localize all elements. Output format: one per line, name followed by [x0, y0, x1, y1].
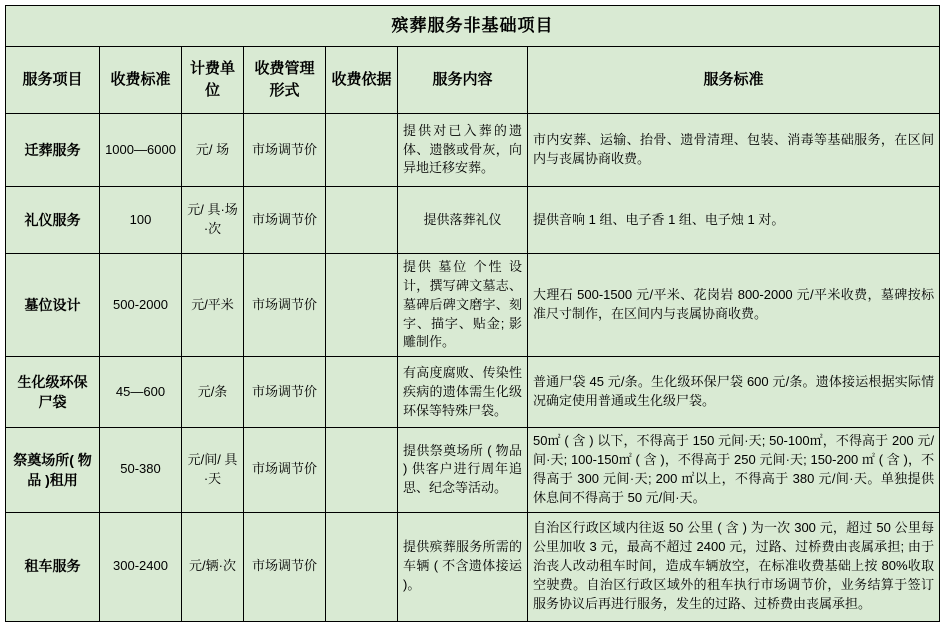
- cell-content: 有高度腐败、传染性疾病的遗体需生化级环保等特殊尸袋。: [398, 357, 528, 428]
- cell-standard: 大理石 500-1500 元/平米、花岗岩 800-2000 元/平米收费，墓碑按标准尺寸制作，在区间内与丧属协商收费。: [528, 254, 940, 357]
- cell-content: 提供殡葬服务所需的车辆 ( 不含遗体接运 )。: [398, 512, 528, 621]
- cell-content: 提供祭奠场所 ( 物品 ) 供客户进行周年追思、纪念等活动。: [398, 428, 528, 512]
- cell-price: 50-380: [100, 428, 182, 512]
- cell-price: 100: [100, 187, 182, 254]
- cell-standard: 普通尸袋 45 元/条。生化级环保尸袋 600 元/条。遗体接运根据实际情况确定使用普通或生化级尸袋。: [528, 357, 940, 428]
- cell-unit: 元/间/ 具·天: [182, 428, 244, 512]
- cell-basis: [326, 254, 398, 357]
- cell-service-item: 礼仪服务: [6, 187, 100, 254]
- cell-basis: [326, 428, 398, 512]
- column-header-service-item: 服务项目: [6, 47, 100, 114]
- cell-standard: 50㎡ ( 含 ) 以下，不得高于 150 元间·天; 50-100㎡，不得高于 200 元/间·天; 100-150㎡ ( 含 )，不得高于 250 元间·天; 150-200 ㎡ ( 含 )，不得高于 300 元间·天; 200 ㎡以上，不得高于 380 元/间·天。单独提供休息间不得高于 50 元/间·天。: [528, 428, 940, 512]
- cell-unit: 元/ 场: [182, 114, 244, 187]
- cell-price: 1000—6000: [100, 114, 182, 187]
- cell-standard: 提供音响 1 组、电子香 1 组、电子烛 1 对。: [528, 187, 940, 254]
- cell-service-item: 墓位设计: [6, 254, 100, 357]
- cell-unit: 元/平米: [182, 254, 244, 357]
- cell-unit: 元/辆·次: [182, 512, 244, 621]
- document-sheet: [0, 5, 944, 622]
- table-row: [6, 254, 940, 357]
- cell-management-form: 市场调节价: [244, 114, 326, 187]
- cell-basis: [326, 187, 398, 254]
- cell-management-form: 市场调节价: [244, 357, 326, 428]
- cell-unit: 元/条: [182, 357, 244, 428]
- cell-basis: [326, 114, 398, 187]
- table-row: [6, 187, 940, 254]
- column-header-management-form: 收费管理形式: [244, 47, 326, 114]
- cell-management-form: 市场调节价: [244, 254, 326, 357]
- cell-service-item: 祭奠场所( 物品 )租用: [6, 428, 100, 512]
- cell-service-item: 生化级环保尸袋: [6, 357, 100, 428]
- document-title: 殡葬服务非基础项目: [6, 6, 940, 47]
- cell-basis: [326, 512, 398, 621]
- cell-basis: [326, 357, 398, 428]
- cell-management-form: 市场调节价: [244, 428, 326, 512]
- column-header-content: 服务内容: [398, 47, 528, 114]
- column-header-unit: 计费单位: [182, 47, 244, 114]
- cell-price: 45—600: [100, 357, 182, 428]
- column-header-basis: 收费依据: [326, 47, 398, 114]
- cell-standard: 自治区行政区域内往返 50 公里 ( 含 ) 为一次 300 元，超过 50 公里每公里加收 3 元，最高不超过 2400 元，过路、过桥费由丧属承担; 由于治丧人改动租车时间，造成车辆放空，在标准收费基础上按 80%收取空驶费。自治区行政区域外的租车执行市场调节价，业务结算于签订服务协议后再进行服务，发生的过路、过桥费由丧属承担。: [528, 512, 940, 621]
- cell-content: 提供落葬礼仪: [398, 187, 528, 254]
- table-title-row: [6, 6, 940, 47]
- table-row: [6, 512, 940, 621]
- table-row: [6, 357, 940, 428]
- cell-service-item: 迁葬服务: [6, 114, 100, 187]
- cell-price: 300-2400: [100, 512, 182, 621]
- table-row: [6, 428, 940, 512]
- cell-management-form: 市场调节价: [244, 187, 326, 254]
- column-header-standard: 服务标准: [528, 47, 940, 114]
- cell-unit: 元/ 具·场·次: [182, 187, 244, 254]
- table-header-row: [6, 47, 940, 114]
- column-header-price: 收费标准: [100, 47, 182, 114]
- cell-content: 提供对已入葬的遗体、遗骸或骨灰，向异地迁移安葬。: [398, 114, 528, 187]
- table-row: [6, 114, 940, 187]
- cell-price: 500-2000: [100, 254, 182, 357]
- cell-service-item: 租车服务: [6, 512, 100, 621]
- cell-content: 提供 墓位 个性 设计，撰写碑文墓志、墓碑后碑文磨字、刻字、描字、贴金; 影雕制作。: [398, 254, 528, 357]
- cell-standard: 市内安葬、运输、抬骨、遗骨清理、包装、消毒等基础服务，在区间内与丧属协商收费。: [528, 114, 940, 187]
- cell-management-form: 市场调节价: [244, 512, 326, 621]
- price-table: [5, 5, 940, 622]
